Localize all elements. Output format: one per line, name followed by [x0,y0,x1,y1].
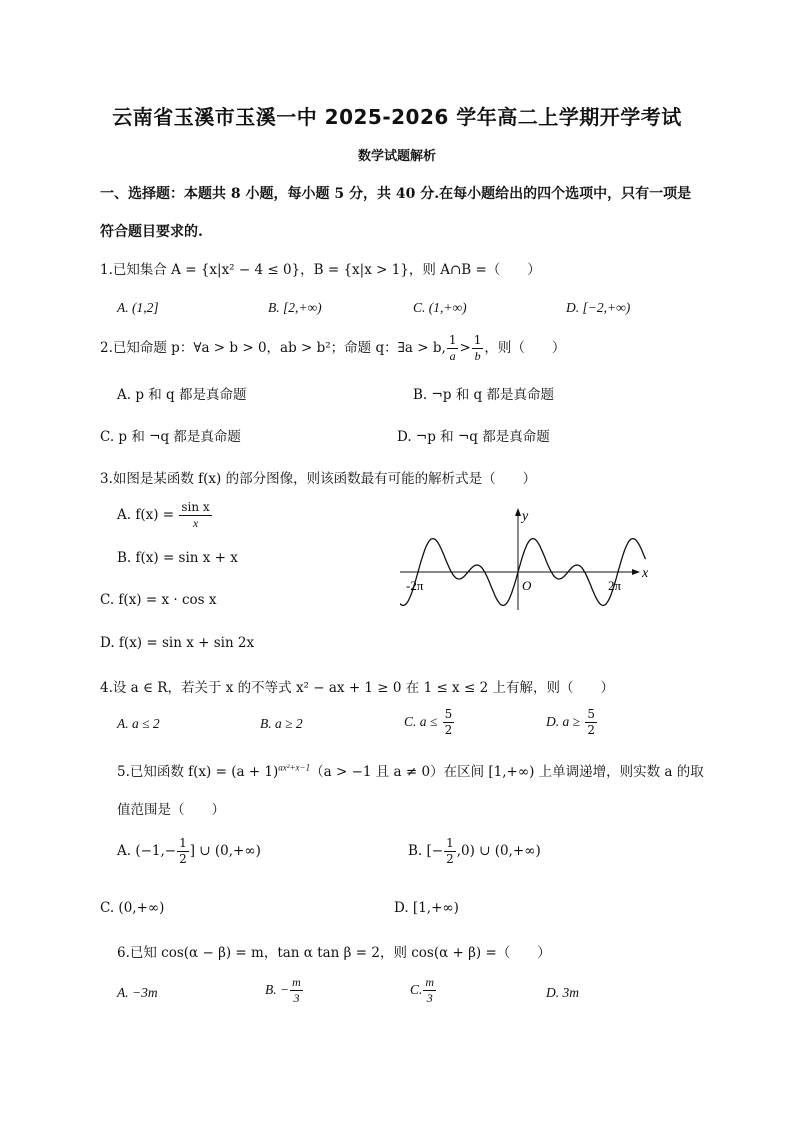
page-title: 云南省玉溪市玉溪一中 2025-2026 学年高二上学期开学考试 [112,105,682,129]
option-text: ] ∪ (0,+∞) [189,843,261,859]
question-6-fraction-b [290,975,303,1006]
fraction-denominator: 3 [293,991,300,1005]
question-6-option-c [410,975,437,1006]
question-6-stem: 6.已知 cos(α − β) = m，tan α tan β = 2，则 cos(α + β) =（ ） [117,945,551,961]
section-heading-line1: 一、选择题：本题共 8 小题，每小题 5 分，共 40 分.在每小题给出的四个选项中，只有一项是 [100,186,692,202]
question-5-option-b [408,836,541,867]
question-4-option-c [404,707,455,738]
option-label: A. f(x) = [117,507,175,523]
question-5-option-c: C. (0,+∞) [100,900,165,916]
x-axis-label: x [642,566,649,581]
y-axis-arrow-icon [515,508,521,516]
question-3-fraction [179,500,211,531]
question-2-fraction-1b [472,333,484,364]
question-4-option-b: B. a ≥ 2 [260,716,303,731]
question-4-fraction-d [585,707,597,738]
question-1-option-b: B. [2,+∞) [268,300,322,315]
question-2-option-d: D. ¬p 和 ¬q 都是真命题 [397,429,550,445]
question-2-option-c: C. p 和 ¬q 都是真命题 [100,429,241,445]
question-1-option-a: A. (1,2] [117,300,159,315]
question-4-option-a: A. a ≤ 2 [117,716,160,731]
question-5-fraction-b [444,836,456,867]
question-3-option-c: C. f(x) = x · cos x [100,592,217,608]
option-label: B. [− [408,843,444,859]
question-4-option-d [546,707,598,738]
option-label: C. a ≤ [404,714,438,729]
option-label: B. − [265,982,290,997]
question-5-stem-line2: 值范围是（ ） [117,802,225,818]
fraction-numerator: 5 [444,707,453,721]
fraction-numerator: sin x [181,500,210,514]
question-2-option-a: A. p 和 q 都是真命题 [117,387,247,403]
fraction-numerator: 1 [179,836,187,850]
fraction-numerator: 1 [473,333,482,347]
question-5-stem-text-b: （a > −1 且 a ≠ 0）在区间 [1,+∞) 上单调递增，则实数 a 的取 [310,764,704,780]
left-tick-label: -2π [406,578,424,593]
option-label: A. (−1,− [117,843,177,859]
option-label: D. a ≥ [546,714,581,729]
fraction-denominator: a [449,349,456,363]
question-2-fraction-1a [447,333,459,364]
fraction-denominator: 3 [426,991,433,1005]
fraction-denominator: 2 [179,852,187,866]
origin-label: O [522,578,532,593]
page-subtitle: 数学试题解析 [357,149,436,164]
fraction-numerator: m [292,975,301,989]
fraction-denominator: x [192,516,199,530]
question-5-stem-text-a: 5.已知函数 f(x) = (a + 1) [117,764,279,780]
fraction-numerator: 5 [587,707,595,721]
question-3-function-graph [400,500,650,615]
question-5-option-d: D. [1,+∞) [394,900,459,916]
y-axis-label: y [522,509,529,524]
fraction-numerator: 1 [448,333,457,347]
question-3-option-d: D. f(x) = sin x + sin 2x [100,635,255,651]
section-heading-line2: 符合题目要求的. [100,224,203,240]
fraction-numerator: m [425,975,435,989]
question-5-fraction-a [177,836,189,867]
question-4-fraction-c [443,707,455,738]
right-tick-label: 2π [608,578,622,593]
x-axis-arrow-icon [632,569,640,575]
fraction-denominator: 2 [444,723,453,737]
question-3-option-b: B. f(x) = sin x + x [117,550,238,566]
question-5-exponent: ax²+x−1 [278,762,311,773]
question-6-option-a: A. −3m [117,985,158,1000]
question-4-stem: 4.设 a ∈ R，若关于 x 的不等式 x² − ax + 1 ≥ 0 在 1 ≤ x ≤ 2 上有解，则（ ） [100,680,614,696]
question-6-option-b [265,975,304,1006]
question-3-option-a [117,500,213,531]
question-2-stem-text-a: 2.已知命题 p：∀a > b > 0，ab > b²；命题 q：∃a > b, [100,340,446,356]
fraction-numerator: 1 [446,836,454,850]
fraction-denominator: 2 [587,723,595,737]
fraction-denominator: 2 [446,852,454,866]
question-1-stem: 1.已知集合 A = {x|x² − 4 ≤ 0}，B = {x|x > 1}，则 A∩B =（ ） [100,262,541,278]
question-2-option-b: B. ¬p 和 q 都是真命题 [413,387,554,403]
question-2-stem-text-b: ，则（ ） [484,340,566,356]
question-6-option-d: D. 3m [546,985,579,1000]
option-text: ,0) ∪ (0,+∞) [456,843,541,859]
question-2-stem: 2.已知命题 p：∀a > b > 0，ab > b²；命题 q：∃a > b, $\frac{1}{a}$ > $\frac{1}{b}$ ，则（ ） [100,333,566,363]
option-label: C. [410,982,423,997]
question-1-option-d: D. [−2,+∞) [566,300,631,315]
question-3-stem: 3.如图是某函数 f(x) 的部分图像，则该函数最有可能的解析式是（ ） [100,471,537,487]
question-5-option-a [117,836,261,867]
question-6-fraction-c [423,975,436,1006]
question-5-stem [117,760,704,780]
fraction-denominator: b [474,349,481,363]
question-1-option-c: C. (1,+∞) [413,300,467,315]
